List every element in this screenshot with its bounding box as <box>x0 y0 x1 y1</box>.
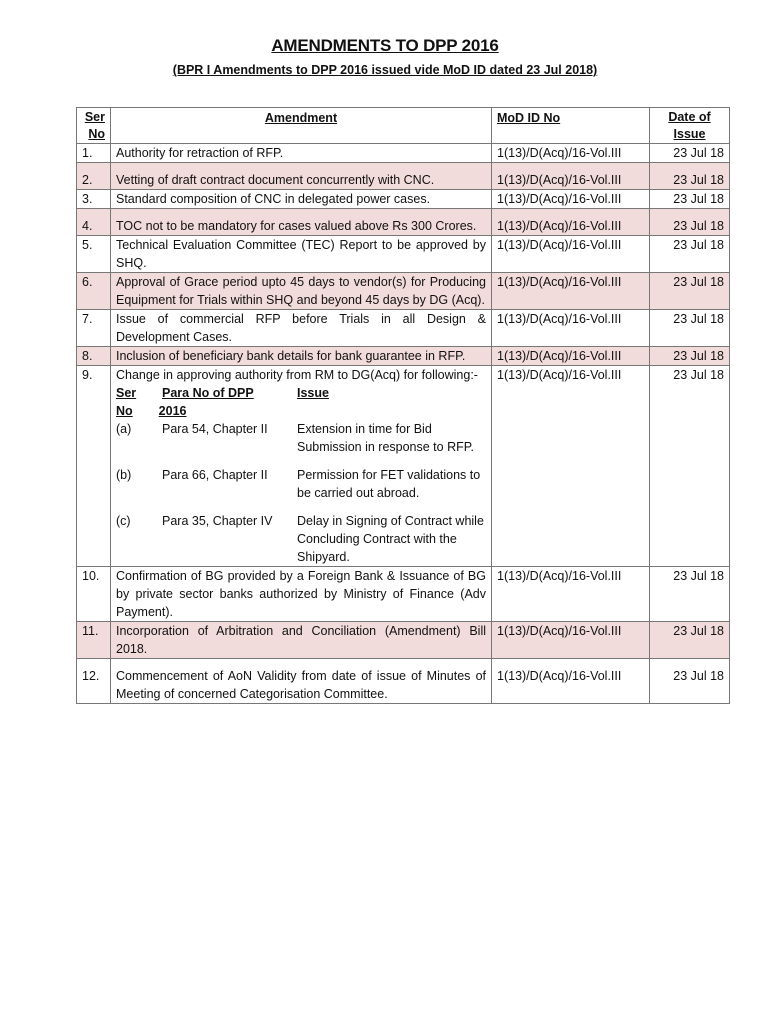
sub-item-para: Para 54, Chapter II <box>162 422 268 436</box>
row-mod-id: 1(13)/D(Acq)/16-Vol.III <box>492 190 650 209</box>
row-date: 23 Jul 18 <box>650 659 730 704</box>
header-date-line1: Date of <box>668 110 711 124</box>
row-mod-id: 1(13)/D(Acq)/16-Vol.III <box>492 144 650 163</box>
sub-item-ser: (b) <box>116 468 132 482</box>
sub-item <box>116 466 486 502</box>
sub-item <box>116 512 486 566</box>
row-ser: 4. <box>77 209 111 236</box>
row-amendment: Vetting of draft contract document concurrently with CNC. <box>111 163 492 190</box>
row-ser: 1. <box>77 144 111 163</box>
table-row <box>77 163 730 190</box>
sub-table-header-line2 <box>116 402 486 420</box>
row-ser: 8. <box>77 347 111 366</box>
sub-table <box>116 384 486 566</box>
row-date: 23 Jul 18 <box>650 273 730 310</box>
sub-header-para: Para No of DPP <box>162 386 254 400</box>
row-date: 23 Jul 18 <box>650 190 730 209</box>
header-date-line2: Issue <box>673 127 706 141</box>
table-row <box>77 567 730 622</box>
row-amendment-text: Change in approving authority from RM to DG(Acq) for following:- <box>116 368 478 382</box>
table-row <box>77 622 730 659</box>
row-mod-id: 1(13)/D(Acq)/16-Vol.III <box>492 659 650 704</box>
row-date: 23 Jul 18 <box>650 236 730 273</box>
row-mod-id: 1(13)/D(Acq)/16-Vol.III <box>492 163 650 190</box>
table-row <box>77 347 730 366</box>
sub-header-year: 2016 <box>158 404 187 418</box>
row-date: 23 Jul 18 <box>650 209 730 236</box>
table-row <box>77 366 730 567</box>
sub-item-ser: (a) <box>116 422 132 436</box>
row-amendment: Standard composition of CNC in delegated power cases. <box>111 190 492 209</box>
row-date: 23 Jul 18 <box>650 347 730 366</box>
row-mod-id: 1(13)/D(Acq)/16-Vol.III <box>492 347 650 366</box>
row-amendment: Confirmation of BG provided by a Foreign Bank & Issuance of BG by private sector banks authorized by Ministry of Finance (Adv Payment). <box>111 567 492 622</box>
row-ser: 2. <box>77 163 111 190</box>
table-row <box>77 236 730 273</box>
row-amendment: Approval of Grace period upto 45 days to vendor(s) for Producing Equipment for Trials within SHQ and beyond 45 days by DG (Acq). <box>111 273 492 310</box>
row-ser: 11. <box>77 622 111 659</box>
row-ser: 9. <box>77 366 111 567</box>
row-amendment: Commencement of AoN Validity from date of issue of Minutes of Meeting of concerned Categorisation Committee. <box>111 659 492 704</box>
row-amendment: TOC not to be mandatory for cases valued above Rs 300 Crores. <box>111 209 492 236</box>
sub-header-no: No <box>116 404 133 418</box>
row-ser: 7. <box>77 310 111 347</box>
sub-item-issue: Permission for FET validations to be carried out abroad. <box>297 468 481 500</box>
sub-item-issue: Delay in Signing of Contract while Concluding Contract with the Shipyard. <box>297 514 484 564</box>
row-mod-id: 1(13)/D(Acq)/16-Vol.III <box>492 310 650 347</box>
row-ser: 3. <box>77 190 111 209</box>
sub-item-para: Para 35, Chapter IV <box>162 514 273 528</box>
row-ser: 12. <box>77 659 111 704</box>
amendments-table <box>76 107 730 704</box>
row-date: 23 Jul 18 <box>650 622 730 659</box>
row-mod-id: 1(13)/D(Acq)/16-Vol.III <box>492 622 650 659</box>
row-amendment: Technical Evaluation Committee (TEC) Report to be approved by SHQ. <box>111 236 492 273</box>
sub-header-ser: Ser <box>116 386 137 400</box>
row-mod-id: 1(13)/D(Acq)/16-Vol.III <box>492 209 650 236</box>
header-ser-line1: Ser <box>84 110 105 124</box>
document-title: AMENDMENTS TO DPP 2016 <box>271 36 499 55</box>
row-amendment: Inclusion of beneficiary bank details for bank guarantee in RFP. <box>111 347 492 366</box>
row-amendment: Incorporation of Arbitration and Conciliation (Amendment) Bill 2018. <box>111 622 492 659</box>
row-date: 23 Jul 18 <box>650 366 730 567</box>
row-amendment: Issue of commercial RFP before Trials in all Design & Development Cases. <box>111 310 492 347</box>
table-row <box>77 209 730 236</box>
table-row <box>77 144 730 163</box>
header-ser-line2: No <box>88 127 105 141</box>
sub-item-para: Para 66, Chapter II <box>162 468 268 482</box>
row-amendment <box>111 366 492 567</box>
row-date: 23 Jul 18 <box>650 144 730 163</box>
document-subtitle: (BPR I Amendments to DPP 2016 issued vide MoD ID dated 23 Jul 2018) <box>172 63 598 77</box>
row-ser: 5. <box>77 236 111 273</box>
row-date: 23 Jul 18 <box>650 310 730 347</box>
header-date-of-issue <box>650 108 730 144</box>
header-amendment: Amendment <box>111 108 492 144</box>
table-header-row <box>77 108 730 144</box>
table-row <box>77 310 730 347</box>
sub-table-header <box>116 384 486 402</box>
sub-item <box>116 420 486 456</box>
row-amendment: Authority for retraction of RFP. <box>111 144 492 163</box>
row-ser: 6. <box>77 273 111 310</box>
header-mod-id: MoD ID No <box>492 108 650 144</box>
table-row <box>77 659 730 704</box>
row-mod-id: 1(13)/D(Acq)/16-Vol.III <box>492 567 650 622</box>
header-ser-no <box>77 108 111 144</box>
table-row <box>77 190 730 209</box>
sub-item-ser: (c) <box>116 514 131 528</box>
sub-item-issue: Extension in time for Bid Submission in response to RFP. <box>297 422 474 454</box>
row-date: 23 Jul 18 <box>650 163 730 190</box>
row-date: 23 Jul 18 <box>650 567 730 622</box>
row-ser: 10. <box>77 567 111 622</box>
row-mod-id: 1(13)/D(Acq)/16-Vol.III <box>492 366 650 567</box>
row-mod-id: 1(13)/D(Acq)/16-Vol.III <box>492 236 650 273</box>
row-mod-id: 1(13)/D(Acq)/16-Vol.III <box>492 273 650 310</box>
sub-header-issue: Issue <box>297 386 329 400</box>
table-row <box>77 273 730 310</box>
